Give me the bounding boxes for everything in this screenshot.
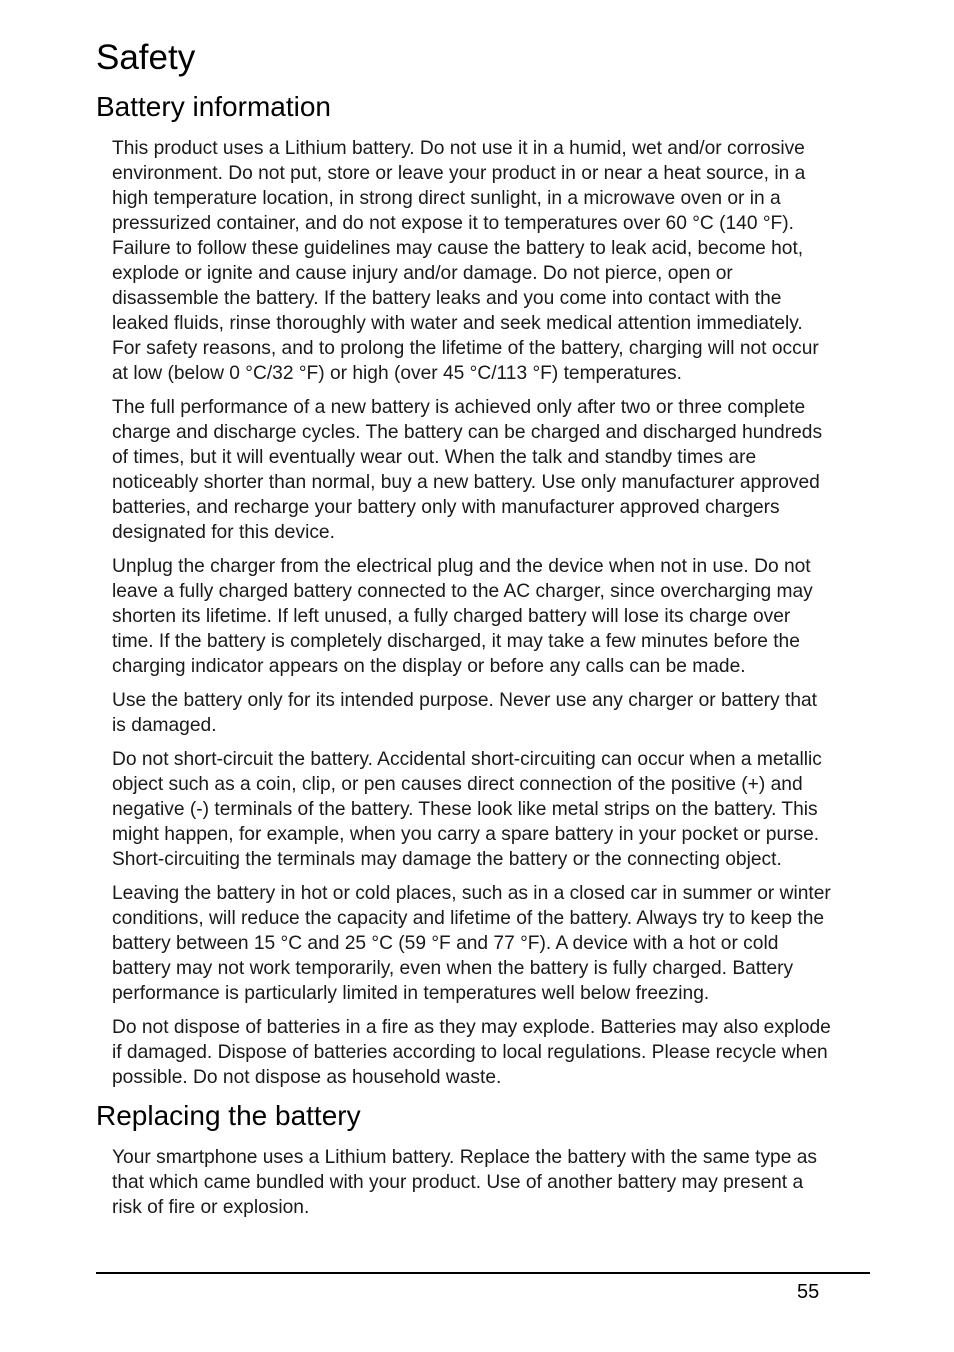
section-body-battery-information [112,136,872,1099]
text-line: performance is particularly limited in temperatures well below freezing. [112,983,710,1004]
footer-divider [96,1272,870,1274]
text-line: risk of fire or explosion. [112,1197,310,1218]
section-heading-replacing-the-battery: Replacing the battery [96,1100,361,1131]
text-line: Unplug the charger from the electrical plug and the device when not in use. Do not [112,556,811,577]
paragraph [112,136,872,386]
text-line: Your smartphone uses a Lithium battery. Replace the battery with the same type as [112,1147,817,1168]
paragraph [112,395,872,545]
text-line: For safety reasons, and to prolong the lifetime of the battery, charging will not occur [112,338,819,359]
text-line: pressurized container, and do not expose it to temperatures over 60 °C (140 °F). [112,213,794,234]
text-line: high temperature location, in strong direct sunlight, in a microwave oven or in a [112,188,781,209]
text-line: battery may not work temporarily, even when the battery is fully charged. Battery [112,958,794,979]
text-line: is damaged. [112,715,217,736]
text-line: time. If the battery is completely discharged, it may take a few minutes before the [112,631,800,652]
text-line: shorten its lifetime. If left unused, a fully charged battery will lose its charge over [112,606,791,627]
text-line: Use the battery only for its intended purpose. Never use any charger or battery that [112,690,817,711]
text-line: This product uses a Lithium battery. Do not use it in a humid, wet and/or corrosive [112,138,805,159]
text-line: noticeably shorter than normal, buy a new battery. Use only manufacturer approved [112,472,820,493]
paragraph [112,1145,872,1220]
text-line: battery between 15 °C and 25 °C (59 °F and 77 °F). A device with a hot or cold [112,933,779,954]
text-line: Leaving the battery in hot or cold places, such as in a closed car in summer or winter [112,883,831,904]
paragraph [112,688,872,738]
text-line: of times, but it will eventually wear out. When the talk and standby times are [112,447,757,468]
text-line: conditions, will reduce the capacity and lifetime of the battery. Always try to keep the [112,908,825,929]
text-line: charge and discharge cycles. The battery can be charged and discharged hundreds [112,422,823,443]
text-line: Short-circuiting the terminals may damage the battery or the connecting object. [112,849,782,870]
text-line: batteries, and recharge your battery only with manufacturer approved chargers [112,497,780,518]
paragraph [112,554,872,679]
text-line: might happen, for example, when you carry a spare battery in your pocket or purse. [112,824,820,845]
text-line: charging indicator appears on the display or before any calls can be made. [112,656,746,677]
text-line: disassemble the battery. If the battery leaks and you come into contact with the [112,288,782,309]
text-line: negative (-) terminals of the battery. These look like metal strips on the battery. This [112,799,818,820]
paragraph [112,747,872,872]
text-line: leave a fully charged battery connected to the AC charger, since overcharging may [112,581,813,602]
text-line: Failure to follow these guidelines may cause the battery to leak acid, become hot, [112,238,804,259]
page-title: Safety [96,38,196,77]
text-line: at low (below 0 °C/32 °F) or high (over 45 °C/113 °F) temperatures. [112,363,682,384]
section-body-replacing-the-battery [112,1145,872,1229]
section-heading-battery-information: Battery information [96,91,331,122]
text-line: object such as a coin, clip, or pen causes direct connection of the positive (+) and [112,774,803,795]
paragraph [112,881,872,1006]
text-line: possible. Do not dispose as household waste. [112,1067,502,1088]
text-line: leaked fluids, rinse thoroughly with water and seek medical attention immediately. [112,313,803,334]
text-line: that which came bundled with your product. Use of another battery may present a [112,1172,804,1193]
text-line: Do not dispose of batteries in a fire as they may explode. Batteries may also explode [112,1017,831,1038]
text-line: if damaged. Dispose of batteries according to local regulations. Please recycle when [112,1042,828,1063]
text-line: designated for this device. [112,522,335,543]
text-line: Do not short-circuit the battery. Accidental short-circuiting can occur when a metallic [112,749,822,770]
text-line: explode or ignite and cause injury and/or damage. Do not pierce, open or [112,263,733,284]
paragraph [112,1015,872,1090]
text-line: environment. Do not put, store or leave your product in or near a heat source, in a [112,163,806,184]
text-line: The full performance of a new battery is achieved only after two or three complete [112,397,806,418]
page-number: 55 [797,1281,820,1303]
